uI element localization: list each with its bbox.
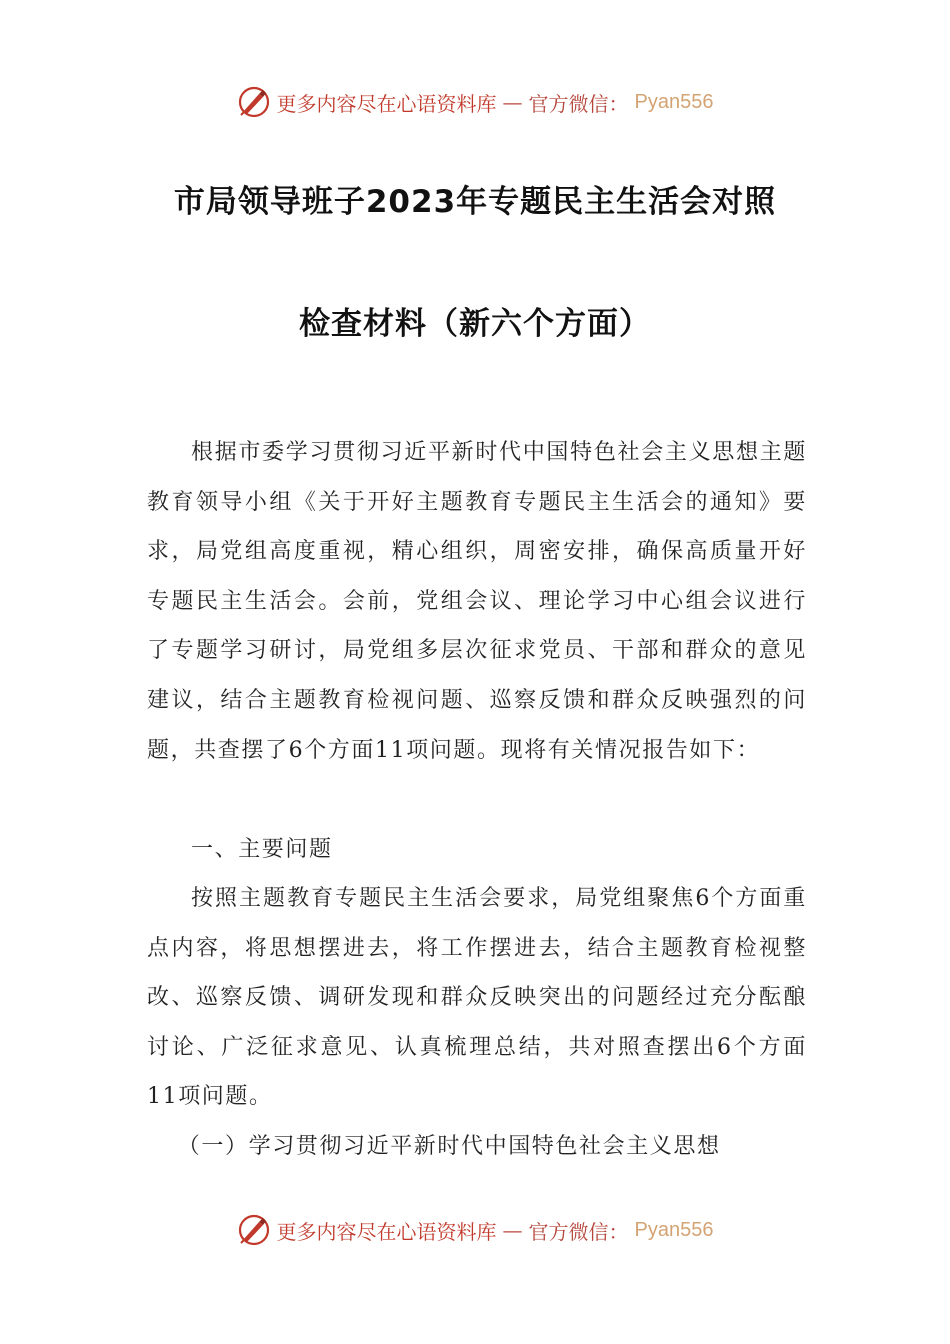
section1-heading: 一、主要问题 xyxy=(191,837,333,862)
watermark-sub-text: 官方微信： xyxy=(528,1219,629,1244)
section-heading-block xyxy=(147,825,807,875)
subsection1-heading: （一）学习贯彻习近平新时代中国特色社会主义思想 xyxy=(177,1134,721,1159)
watermark-separator: — xyxy=(502,1218,523,1242)
watermark-main-text: 更多内容尽在心语资料库 xyxy=(276,91,497,116)
subsection-heading-block xyxy=(147,1122,807,1172)
watermark-main-text: 更多内容尽在心语资料库 xyxy=(276,1219,497,1244)
watermark-header xyxy=(0,82,950,122)
section1-paragraph-block xyxy=(147,874,807,1122)
section1-paragraph: 按照主题教育专题民主生活会要求，局党组聚焦6个方面重点内容，将思想摆进去，将工作摆进去，结合主题教育检视整改、巡察反馈、调研发现和群众反映突出的问题经过充分酝酿讨论、广泛征求意见、认真梳理总结，共对照查摆出6个方面11项问题。 xyxy=(147,886,807,1110)
intro-paragraph-block xyxy=(147,428,807,775)
watermark-separator: — xyxy=(502,90,523,114)
watermark-wechat-id: Pyan556 xyxy=(634,1218,714,1241)
document-title-line2: 检查材料（新六个方面） xyxy=(299,306,651,342)
watermark-sub-text: 官方微信： xyxy=(528,91,629,116)
pen-logo-icon xyxy=(237,1213,271,1247)
document-title-line1: 市局领导班子2023年专题民主生活会对照 xyxy=(173,184,777,220)
pen-logo-icon xyxy=(237,85,271,119)
watermark-wechat-id: Pyan556 xyxy=(634,90,714,113)
watermark-footer xyxy=(0,1210,950,1250)
intro-paragraph: 根据市委学习贯彻习近平新时代中国特色社会主义思想主题教育领导小组《关于开好主题教育专题民主生活会的通知》要求，局党组高度重视，精心组织，周密安排，确保高质量开好专题民主生活会。会前，党组会议、理论学习中心组会议进行了专题学习研讨，局党组多层次征求党员、干部和群众的意见建议，结合主题教育检视问题、巡察反馈和群众反映强烈的问题，共查摆了6个方面11项问题。现将有关情况报告如下： xyxy=(147,440,807,763)
